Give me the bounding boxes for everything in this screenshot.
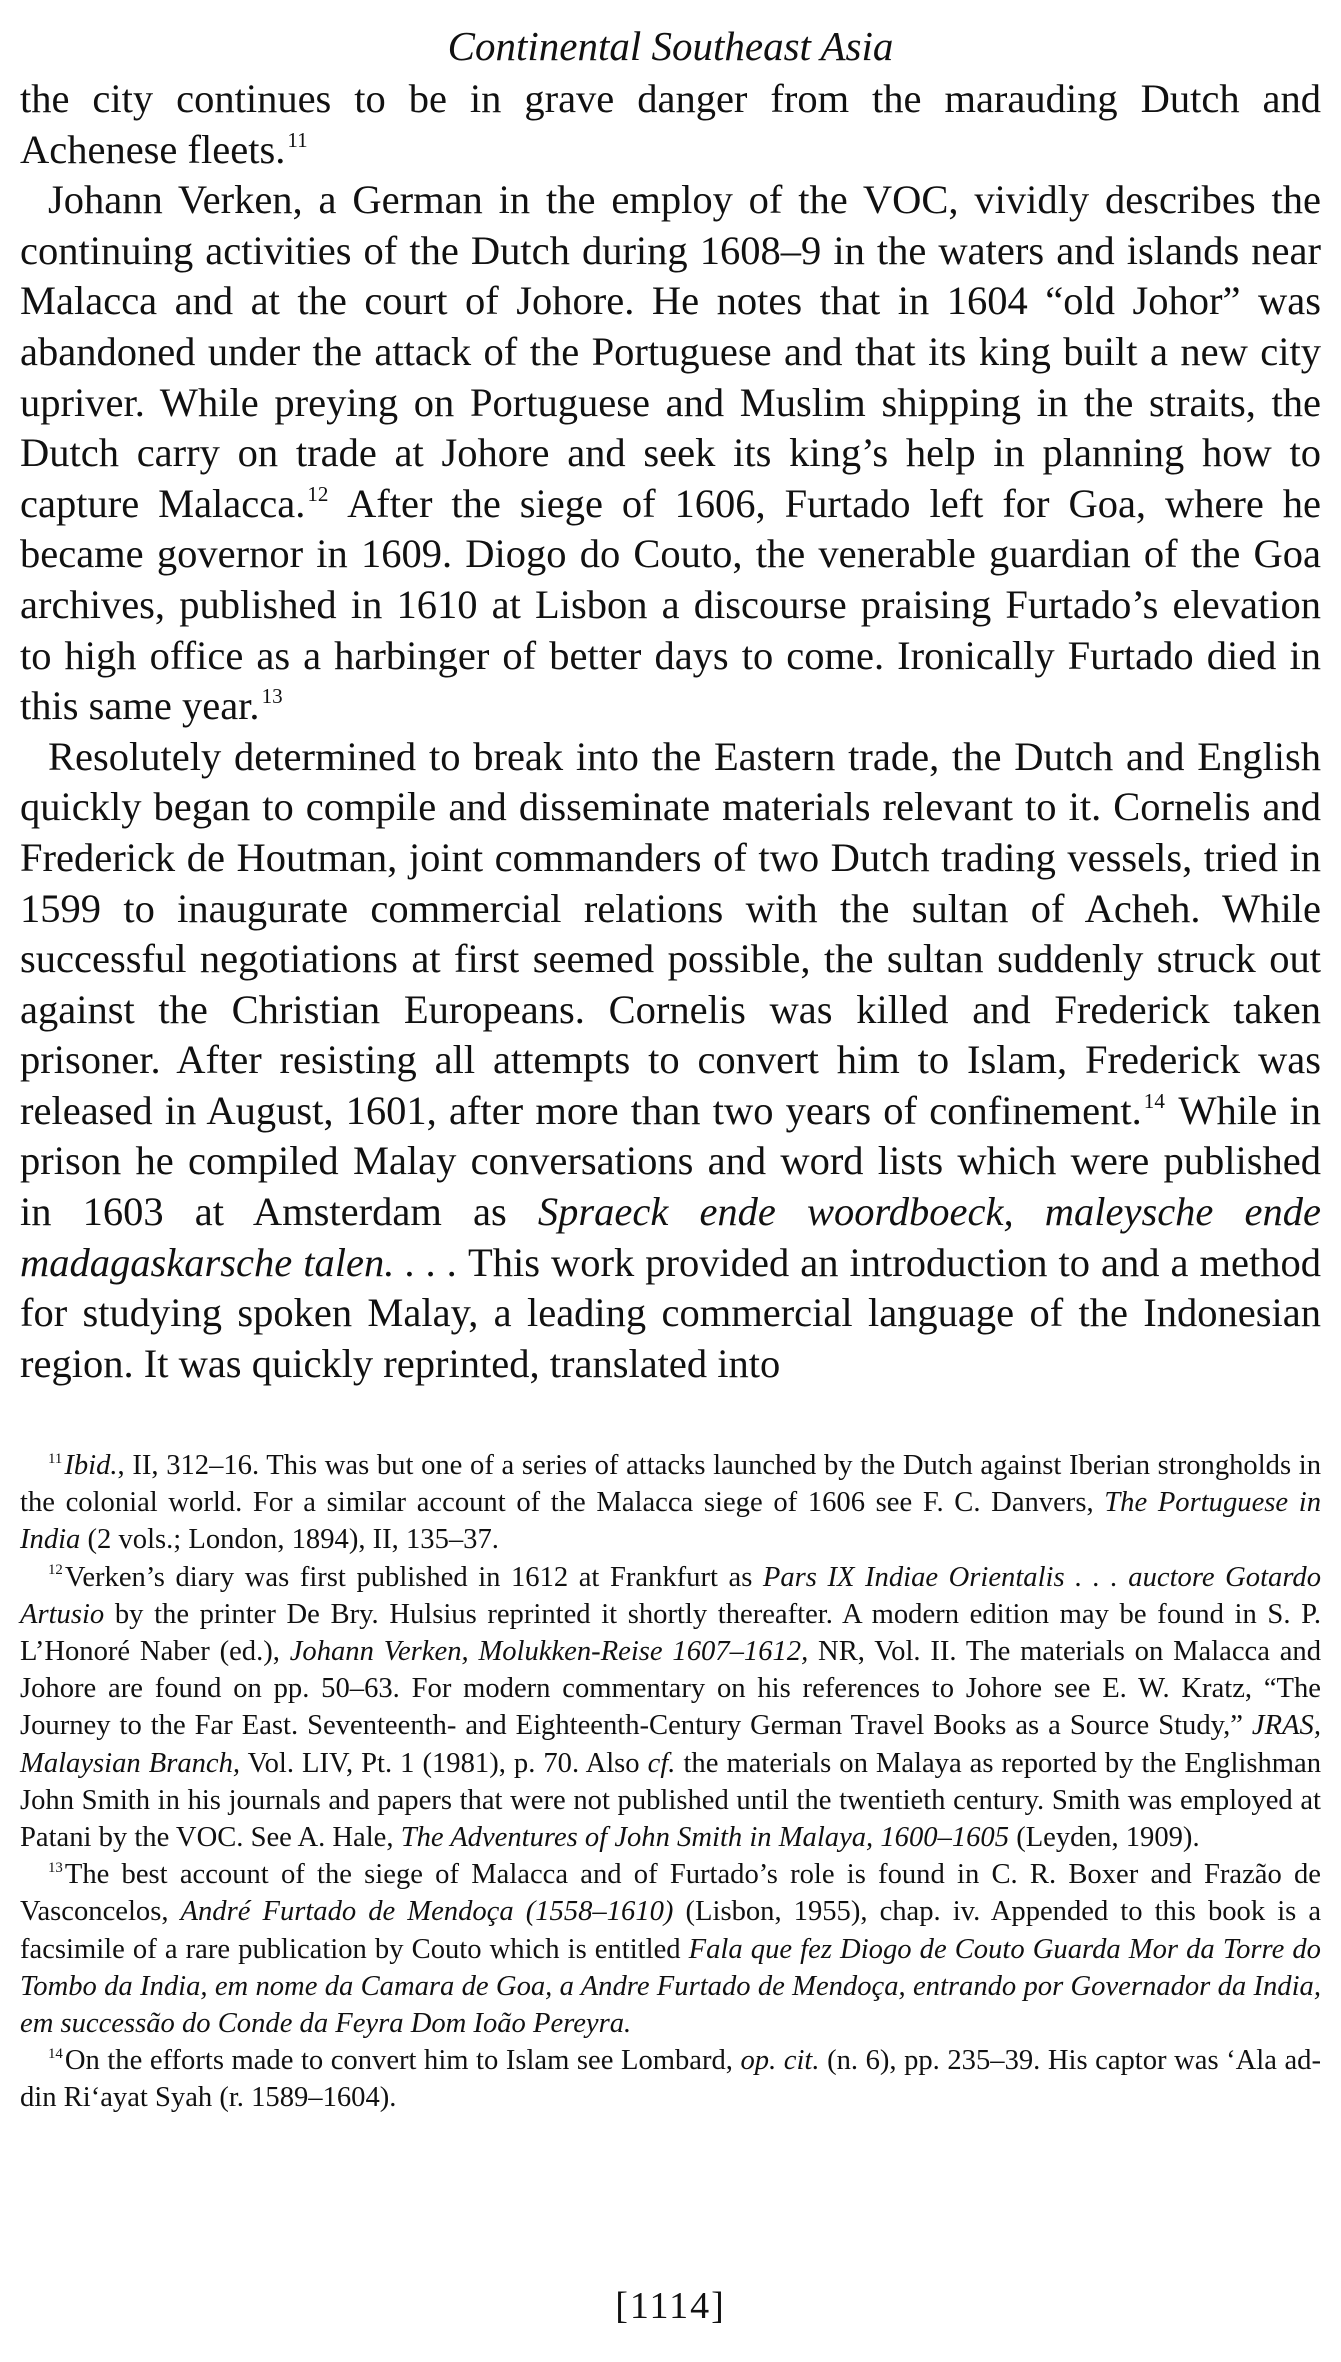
paragraph-1 [20,74,1321,175]
footnote-13-title-2: Fala que fez Diogo de Couto Guarda Mor da Torre do Tombo da India, em nome da Camara de Goa, a Andre Furtado de Mendoça, entrando por Governador da India, em successão do Conde da Feyra Dom Ioão Pereyra. [20,1933,1321,2040]
footnote-ref-13: 13 [261,684,283,709]
footnote-12-text-d: Vol. LIV, Pt. 1 (1981), p. 70. Also [247,1747,640,1779]
footnote-11 [20,1447,1321,1559]
footnote-12-text-b: by the printer De Bry. Hulsius reprinted it shortly thereafter. A modern edition may be found in S. P. L’Honoré Naber (ed.), [20,1598,1321,1668]
footnote-marker-14: 14 [48,2046,63,2063]
footnote-13 [20,1856,1321,2042]
footnote-12-title-3: JRAS, Malaysian Branch, [20,1710,1321,1779]
footnote-12-cf: cf. [647,1747,676,1779]
footnote-marker-13: 13 [48,1860,63,1877]
footnote-12-title-4: The Adventures of John Smith in Malaya, 1600–1605 [400,1822,1010,1854]
footnote-12-title-1: Pars IX Indiae Orientalis . . . auctore Gotardo Artusio [20,1561,1321,1630]
paragraph-3-text-a: Resolutely determined to break into the Eastern trade, the Dutch and English quickly began to compile and disseminate materials relevant to it. Cornelis and Frederick de Houtman, joint commanders of two Dutch trading vessels, tried in 1599 to inaugurate commercial relations with the sultan of Acheh. While successful negotiations at first seemed possible, the sultan suddenly struck out against the Christian Europeans. Cornelis was killed and Frederick taken prisoner. After resisting all attempts to convert him to Islam, Frederick was released in August, 1601, after more than two years of confinement. [20,733,1321,1133]
footnote-marker-12: 12 [48,1562,63,1579]
paragraph-3 [20,732,1321,1390]
footnote-ref-11: 11 [287,127,308,152]
body-text [20,74,1321,1389]
footnote-13-text-b: (Lisbon, 1955), chap. iv. Appended to this book is a facsimile of a rare publication by Couto which is entitled [20,1896,1322,1965]
footnote-12-text-f: (Leyden, 1909). [1016,1822,1200,1854]
footnote-12 [20,1559,1321,1857]
footnotes [20,1447,1321,2117]
paragraph-2-text-a: Johann Verken, a German in the employ of the VOC, vividly describes the continuing activities of the Dutch during 1608–9 in the waters and islands near Malacca and at the court of Johore. He notes that in 1604 “old Johor” was abandoned under the attack of the Portuguese and that its king built a new city upriver. While preying on Portuguese and Muslim shipping in the straits, the Dutch carry on trade at Johore and seek its king’s help in planning how to capture Malacca. [20,177,1321,526]
paragraph-2-text-b: After the siege of 1606, Furtado left for Goa, where he became governor in 1609. Diogo do Couto, the venerable guardian of the Goa archives, published in 1610 at Lisbon a discourse praising Furtado’s elevation to high office as a harbinger of better days to come. Ironically Furtado died in this same year. [20,480,1322,729]
footnote-11-text-b: (2 vols.; London, 1894), II, 135–37. [87,1524,499,1556]
footnote-ref-14: 14 [1143,1089,1165,1114]
footnote-12-text-a: Verken’s diary was first published in 1612 at Frankfurt as [64,1561,753,1593]
running-head: Continental Southeast Asia [447,23,894,69]
paragraph-3-text-c: This work provided an introduction to and a method for studying spoken Malay, a leading commercial language of the Indonesian region. It was quickly reprinted, translated into [20,1239,1321,1386]
paragraph-3-text-b: While in prison he compiled Malay conversations and word lists which were published in 1603 at Amsterdam as [20,1087,1321,1235]
book-page [20,22,1321,2342]
footnote-13-text-a: The best account of the siege of Malacca and of Furtado’s role is found in C. R. Boxer and Frazão de Vasconcelos, [20,1859,1321,1928]
footnote-marker-11: 11 [48,1450,63,1467]
footnote-12-text-e: the materials on Malaya as reported by the Englishman John Smith in his journals and papers that were not published until the twentieth century. Smith was employed at Patani by the VOC. See A. Hale, [20,1747,1322,1854]
paragraph-1-text: the city continues to be in grave danger from the marauding Dutch and Achenese fleets. [20,76,1321,172]
footnote-12-title-2: Johann Verken, Molukken-Reise 1607–1612, [289,1636,809,1668]
footnote-11-text-a: , II, 312–16. This was but one of a series of attacks launched by the Dutch against Iberian strongholds in the colonial world. For a similar account of the Malacca siege of 1606 see F. C. Danvers, [20,1450,1321,1519]
footnote-14-opcit: op. cit. [740,2045,820,2077]
footnote-14-text-b: (n. 6), pp. 235–39. His captor was ‘Ala ad-din Ri‘ayat Syah (r. 1589–1604). [20,2045,1321,2114]
footnote-12-text-c: NR, Vol. II. The materials on Malacca and Johore are found on pp. 50–63. For modern commentary on his references to Johore see E. W. Kratz, “The Journey to the Far East. Seventeenth- and Eighteenth-Century German Travel Books as a Source Study,” [20,1636,1321,1742]
footnote-14-text-a: On the efforts made to convert him to Islam see Lombard, [64,2045,733,2077]
book-title-spraeck: Spraeck ende woordboeck, maleysche ende madagaskarsche talen. . . . [20,1189,1321,1285]
paragraph-2 [20,175,1321,732]
footnote-11-title: The Portuguese in India [20,1487,1321,1556]
footnote-11-ibid: Ibid. [64,1450,118,1481]
footnote-14 [20,2042,1321,2116]
footnote-ref-12: 12 [307,481,329,506]
footnote-13-title-1: André Furtado de Mendoça (1558–1610) [180,1896,674,1928]
page-number: [1114] [615,2285,726,2327]
